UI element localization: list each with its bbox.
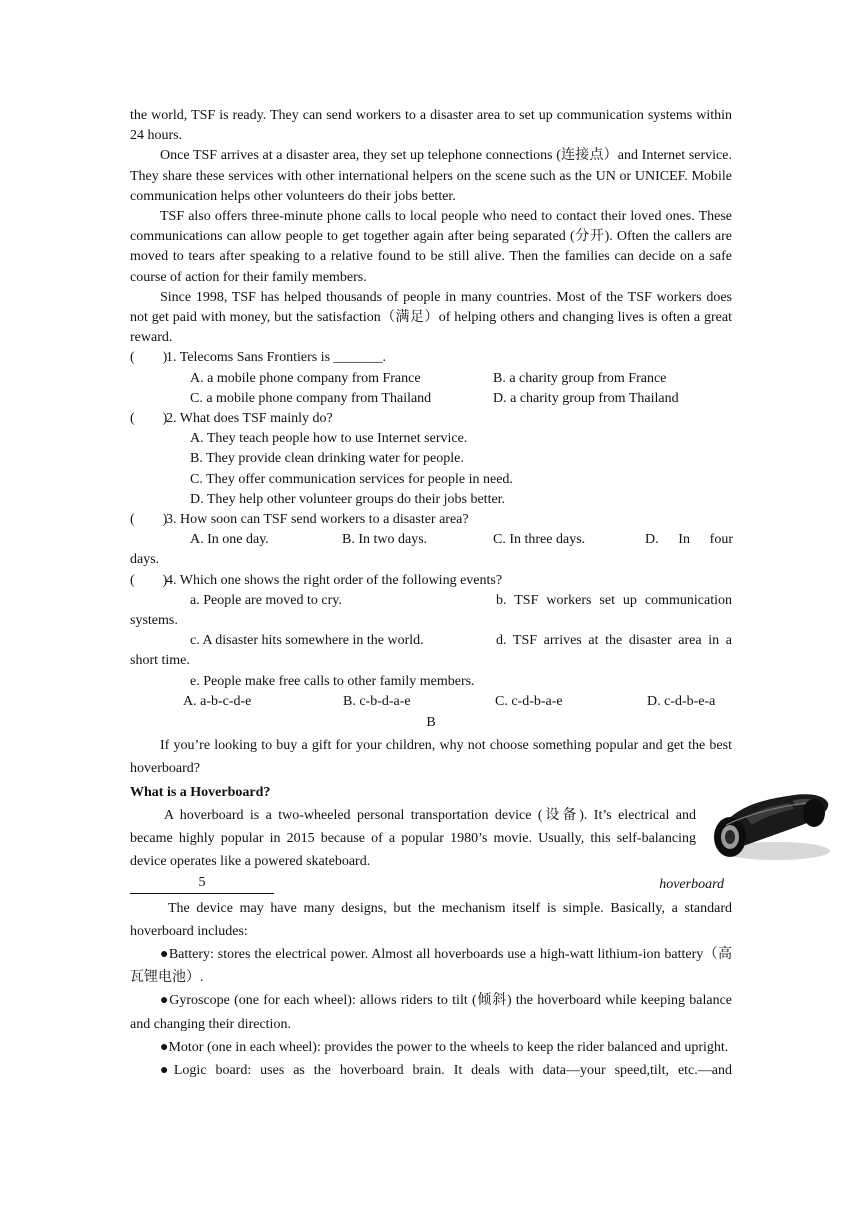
event-d-wrap: short time. (130, 653, 190, 669)
question-stem: 3. How soon can TSF send workers to a disaster area? (166, 512, 469, 528)
question-4-options (130, 692, 732, 712)
option-d: D. c-d-b-e-a (647, 693, 716, 709)
question-stem: 1. Telecoms Sans Frontiers is _______. (166, 350, 387, 366)
option-a: A. a mobile phone company from France (190, 370, 421, 386)
passage-b-paragraph-1: A hoverboard is a two-wheeled personal transportation device (设备). It’s electrical and became highly popular in 2015 because of a popular 1980’s movie. Usually, this self-balancing device operates like a powered skateboard. (130, 807, 696, 870)
event-e: e. People make free calls to other family members. (190, 673, 475, 689)
events-row-1 (130, 591, 732, 611)
option-a: A. In one day. (190, 532, 269, 548)
option-d: D. In four (645, 532, 733, 548)
document-body (130, 106, 732, 1082)
option-d: D. They help other volunteer groups do their jobs better. (190, 491, 506, 507)
passage-paragraph-3: TSF also offers three-minute phone calls to local people who need to contact their loved ones. These communications can allow people to get together again after being separated (分开). Often the callers are moved to tears after speaking to a relative found to be still alive. Then the families can decide on a safe course of action for their family members. (130, 209, 732, 285)
option-d: D. a charity group from Thailand (493, 390, 679, 406)
passage-b-paragraph-2: The device may have many designs, but the mechanism itself is simple. Basically, a standard hoverboard includes: (130, 900, 732, 939)
question-4 (130, 571, 732, 591)
events-row-2 (130, 631, 732, 651)
option-c: C. a mobile phone company from Thailand (190, 390, 432, 406)
answer-blank[interactable]: ( ) (130, 411, 168, 427)
section-label: B (426, 715, 436, 731)
event-d: d. TSF arrives at the disaster area in a (496, 633, 732, 649)
question-1 (130, 348, 732, 368)
option-c: C. They offer communication services for people in need. (190, 471, 513, 487)
passage-b-heading: What is a Hoverboard? (130, 784, 271, 800)
passage-paragraph-4: Since 1998, TSF has helped thousands of people in many countries. Most of the TSF workers does not get paid with money, but the satisfaction（满足）of helping others and changing lives is often a great reward. (130, 289, 732, 346)
option-a: A. a-b-c-d-e (183, 693, 252, 709)
question-3 (130, 510, 732, 530)
answer-blank[interactable]: ( ) (130, 512, 168, 528)
bullet-logic-board: ●Logic board: uses as the hoverboard brain. It deals with data—your speed,tilt, etc.—and (160, 1062, 732, 1078)
option-b: B. In two days. (342, 532, 428, 548)
question-1-options-row-1 (130, 369, 732, 389)
passage-b (130, 734, 732, 1082)
passage-paragraph-2: Once TSF arrives at a disaster area, they set up telephone connections (连接点）and Internet service. They share these services with other international helpers on the scene such as the UN or UNICEF. Mobile communication helps other volunteers do their jobs better. (130, 148, 732, 204)
image-caption: hoverboard (659, 877, 724, 893)
answer-blank-5[interactable]: 5 (130, 873, 274, 894)
question-stem: 4. Which one shows the right order of the following events? (166, 572, 503, 588)
passage-b-intro: If you’re looking to buy a gift for your children, why not choose something popular and get the best hoverboard? (130, 738, 732, 777)
event-b: b. TSF workers set up communication (496, 592, 732, 608)
question-2 (130, 409, 732, 429)
hoverboard-image (706, 785, 834, 869)
answer-blank[interactable]: ( ) (130, 350, 168, 366)
option-d-wrap: days. (130, 552, 160, 568)
option-b: B. a charity group from France (493, 370, 667, 386)
bullet-motor: ●Motor (one in each wheel): provides the power to the wheels to keep the rider balanced and upright. (160, 1039, 729, 1055)
event-c: c. A disaster hits somewhere in the world. (190, 633, 424, 649)
question-3-options (130, 530, 732, 550)
question-1-options-row-2 (130, 389, 732, 409)
event-a: a. People are moved to cry. (190, 592, 342, 608)
answer-blank[interactable]: ( ) (130, 572, 168, 588)
option-c: C. c-d-b-a-e (495, 693, 563, 709)
option-b: B. They provide clean drinking water for people. (190, 451, 464, 467)
bullet-battery: ●Battery: stores the electrical power. Almost all hoverboards use a high-watt lithium-ion battery（高瓦锂电池）. (130, 946, 732, 986)
option-c: C. In three days. (493, 532, 586, 548)
bullet-gyroscope: ●Gyroscope (one for each wheel): allows riders to tilt (倾斜) the hoverboard while keeping balance and changing their direction. (130, 993, 732, 1032)
blank-caption-row (130, 873, 732, 896)
passage-paragraph-1: the world, TSF is ready. They can send workers to a disaster area to set up communication systems within 24 hours. (130, 108, 732, 144)
option-a: A. They teach people how to use Internet service. (190, 431, 468, 447)
question-stem: 2. What does TSF mainly do? (166, 411, 333, 427)
option-b: B. c-b-d-a-e (343, 693, 411, 709)
event-b-wrap: systems. (130, 613, 178, 629)
